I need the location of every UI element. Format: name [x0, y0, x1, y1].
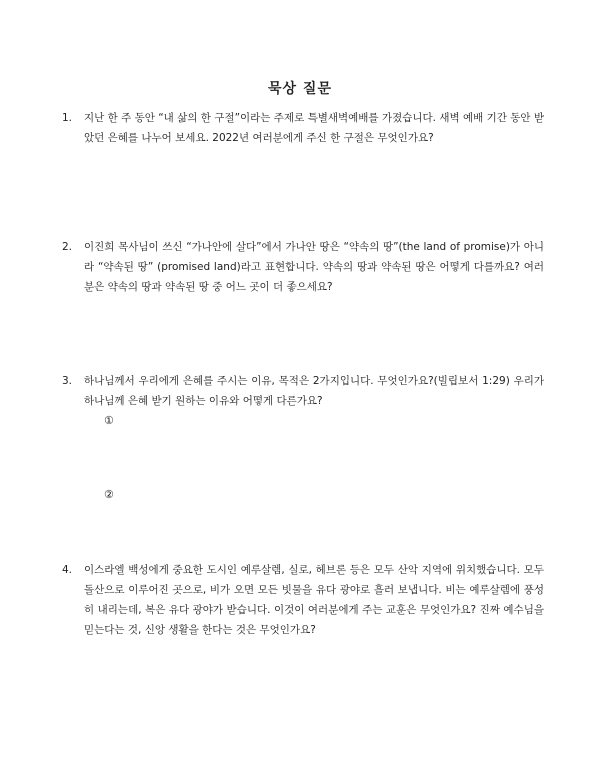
question-number: 2. [62, 241, 73, 253]
answer-marker-2: ② [104, 488, 114, 501]
question-text: 하나님께서 우리에게 은혜를 주시는 이유, 목적은 2가지입니다. 무엇인가요?(빌립보서 1:29) 우리가 하나님께 은혜 받기 원하는 이유와 어떻게 다른가요? [84, 375, 544, 407]
question-number: 1. [62, 112, 73, 124]
question-text: 이스라엘 백성에게 중요한 도시인 예루살렘, 실로, 헤브론 등은 모두 산악 지역에 위치했습니다. 모두 돌산으로 이루어진 곳으로, 비가 오면 모든 빗물을 유다 광야로 흘러 보냅니다. 비는 예루살렘에 풍성히 내리는데, 복은 유다 광야가 받습니다. 이것이 여러분에게 주는 교훈은 무엇인가요? 진짜 예수님을 믿는다는 것, 신앙 생활을 한다는 것은 무엇인가요? [84, 564, 544, 636]
question-text: 지난 한 주 동안 “내 삶의 한 구절”이라는 주제로 특별새벽예배를 가졌습니다. 새벽 예배 기간 동안 받았던 은혜를 나누어 보세요. 2022년 여러분에게 주신 한 구절은 무엇인가요? [84, 112, 544, 144]
answer-marker-1: ① [104, 414, 114, 427]
question-number: 3. [62, 375, 73, 387]
question-4 [62, 560, 544, 640]
question-text: 이진희 목사님이 쓰신 “가나안에 살다”에서 가나안 땅은 “약속의 땅”(the land of promise)가 아니라 “약속된 땅” (promised land)라고 표현합니다. 약속의 땅과 약속된 땅은 어떻게 다를까요? 여러분은 약속의 땅과 약속된 땅 중 어느 곳이 더 좋으세요? [84, 241, 544, 293]
question-number: 4. [62, 564, 73, 576]
question-1 [62, 108, 544, 148]
question-3 [62, 371, 544, 411]
question-2 [62, 237, 544, 297]
page-title: 묵상 질문 [268, 81, 332, 97]
